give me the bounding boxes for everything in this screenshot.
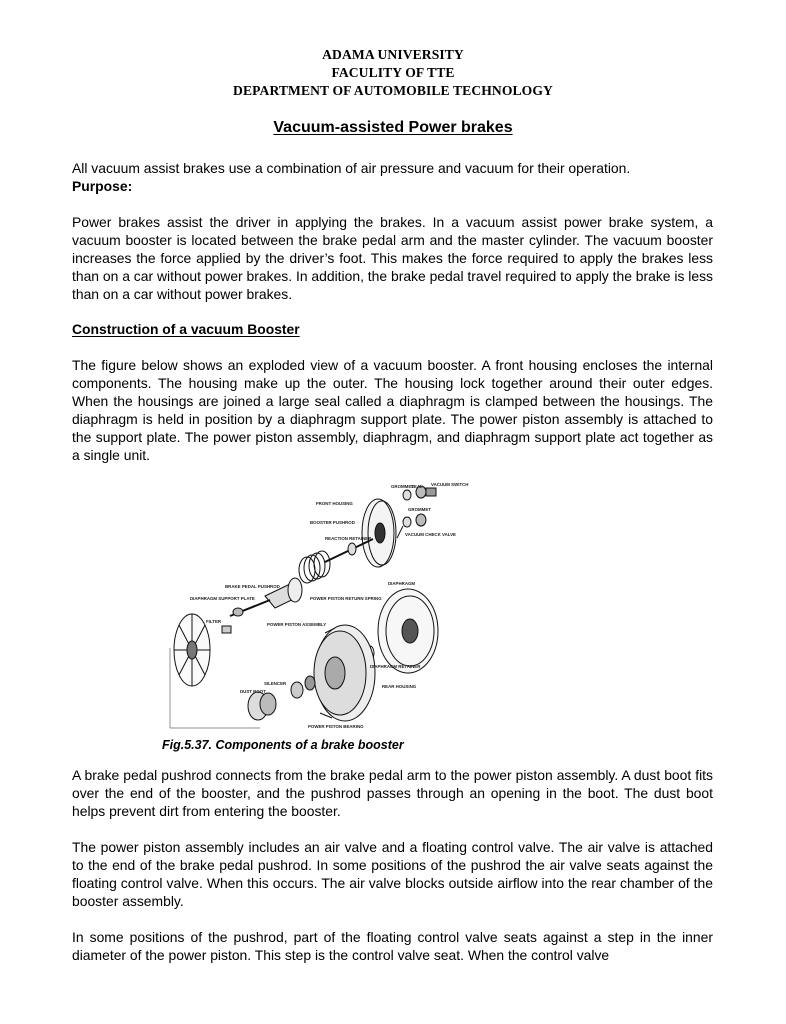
intro-paragraph: All vacuum assist brakes use a combination of air pressure and vacuum for their operation. (72, 160, 631, 176)
university-name: ADAMA UNIVERSITY (322, 47, 464, 62)
piston-paragraph: The power piston assembly includes an air valve and a floating control valve. The air valve is attached to the end of the brake pedal pushrod. In some positions of the pushrod the air valve seats against the floating control valve. When this occurs. The air valve blocks outside airflow into the rear chamber of the booster assembly. (72, 839, 713, 909)
positions-paragraph: In some positions of the pushrod, part of the floating control valve seats against a step in the inner diameter of the power piston. This step is the control valve seat. When the control valve (72, 929, 713, 963)
figure-caption: Fig.5.37. Components of a brake booster (162, 738, 404, 752)
label-grommet: GROMMET (391, 484, 414, 489)
dust-boot-part (248, 692, 276, 720)
construction-heading (72, 321, 713, 339)
department-name: DEPARTMENT OF AUTOMOBILE TECHNOLOGY (233, 83, 553, 98)
label-vacuum-switch: VACUUM SWITCH (431, 482, 469, 487)
label-seal: SEAL (411, 484, 423, 489)
purpose-heading: Purpose: (72, 178, 133, 194)
silencer-part (291, 682, 303, 698)
reaction-retainer-part (348, 543, 356, 555)
diaphragm-part (378, 589, 438, 673)
label-diaphragm-retainer: DIAPHRAGM RETAINER (370, 664, 421, 669)
label-front-housing: FRONT HOUSING (316, 501, 353, 506)
faculty-name: FACULITY OF TTE (331, 65, 455, 80)
brake-booster-diagram (160, 478, 469, 733)
power-piston-bearing-part (305, 676, 315, 690)
label-diaphragm-support-plate: DIAPHRAGM SUPPORT PLATE (190, 596, 255, 601)
label-grommet-2: GROMMET (408, 507, 431, 512)
filter-part (222, 626, 231, 633)
construction-paragraph: The figure below shows an exploded view of a vacuum booster. A front housing encloses the internal components. The housing make up the outer. The housing lock together around their outer edges. When the housings are joined a large seal called a diaphragm is clamped between the housings. The diaphragm is held in position by a diaphragm support plate. The power piston assembly is attached to the support plate. The power piston assembly, diaphragm, and diaphragm support plate act together as a single unit. (72, 357, 713, 463)
label-dust-boot: DUST BOOT (240, 689, 266, 694)
label-rear-housing: REAR HOUSING (382, 684, 417, 689)
rear-housing-part (314, 625, 375, 721)
brake-booster-figure (160, 478, 469, 733)
label-diaphragm: DIAPHRAGM (388, 581, 416, 586)
label-vacuum-check-valve: VACUUM CHECK VALVE (405, 532, 456, 537)
diaphragm-support-plate-part (174, 614, 210, 686)
label-filter: FILTER (206, 619, 222, 624)
pushrod-paragraph: A brake pedal pushrod connects from the brake pedal arm to the power piston assembly. A dust boot fits over the end of the booster, and the pushrod passes through an opening in the boot. The dust boot helps prevent dirt from entering the booster. (72, 767, 713, 819)
return-spring-part (299, 551, 330, 583)
label-power-piston-return-spring: POWER PISTON RETURN SPRING (310, 596, 382, 601)
label-booster-pushrod: BOOSTER PUSHROD (310, 520, 355, 525)
front-housing-part (362, 499, 396, 567)
label-brake-pedal-pushrod: BRAKE PEDAL PUSHROD (225, 584, 280, 589)
label-power-piston-bearing: POWER PISTON BEARING (308, 724, 364, 729)
purpose-paragraph: Power brakes assist the driver in applying the brakes. In a vacuum assist power brake system, a vacuum booster is located between the brake pedal arm and the master cylinder. The vacuum booster increases the force applied by the driver’s foot. This makes the force required to apply the brakes less than on a car without power brakes. In addition, the brake pedal travel required to apply the brake is less than on a car without power brakes. (72, 214, 713, 302)
label-silencer: SILENCER (264, 681, 287, 686)
construction-heading-text: Construction of a vacuum Booster (72, 321, 300, 337)
label-power-piston-assembly: POWER PISTON ASSEMBLY (267, 622, 327, 627)
label-reaction-retainer: REACTION RETAINER (325, 536, 372, 541)
document-title: Vacuum-assisted Power brakes (273, 119, 513, 136)
